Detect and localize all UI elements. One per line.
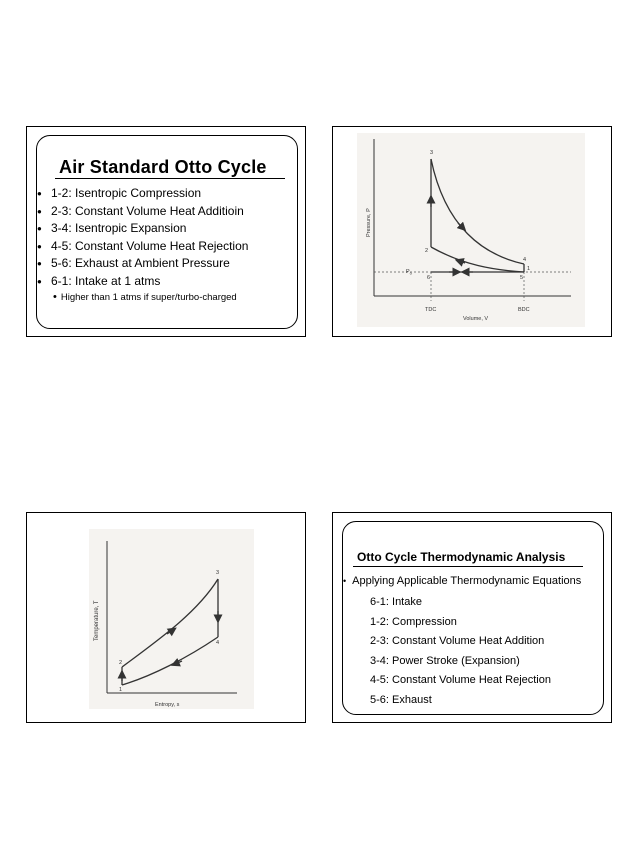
title-underline xyxy=(353,566,583,567)
slide-title: Otto Cycle Thermodynamic Analysis xyxy=(357,550,566,564)
bullet-item: ● 6-1: Intake at 1 atms xyxy=(37,273,248,291)
process-bullet-list xyxy=(37,185,248,291)
bullet-item: ● 5-6: Exhaust at Ambient Pressure xyxy=(37,255,248,273)
slide-ts-diagram xyxy=(26,512,306,723)
x-axis-label: Entropy, s xyxy=(155,702,180,708)
point-label-2: 2 xyxy=(425,248,429,254)
point-label-3: 3 xyxy=(216,570,220,576)
list-item: 3-4: Power Stroke (Expansion) xyxy=(370,654,520,667)
scan-background xyxy=(357,133,585,327)
sub-bullet: • Higher than 1 atms if super/turbo-charged xyxy=(53,291,237,303)
list-item: 1-2: Compression xyxy=(370,615,457,628)
bullet-item: ● 2-3: Constant Volume Heat Additioin xyxy=(37,203,248,221)
scan-background xyxy=(89,529,254,709)
ts-diagram xyxy=(27,513,305,722)
p0-label: $P_o$ xyxy=(406,269,412,276)
slide-otto-cycle-overview xyxy=(26,126,306,337)
pv-diagram xyxy=(333,127,611,336)
list-item: 5-6: Exhaust xyxy=(370,693,432,706)
point-label-1: 1 xyxy=(119,687,123,693)
bullet-item: ● 3-4: Isentropic Expansion xyxy=(37,220,248,238)
list-item: 4-5: Constant Volume Heat Rejection xyxy=(370,674,551,687)
main-bullet: • Applying Applicable Thermodynamic Equations xyxy=(343,575,581,587)
analysis-item-list xyxy=(370,593,551,711)
point-label-4: 4 xyxy=(523,257,527,263)
point-label-2: 2 xyxy=(119,660,123,666)
bdc-label: BDC xyxy=(518,307,530,313)
point-label-4: 4 xyxy=(216,640,220,646)
list-item: 6-1: Intake xyxy=(370,596,422,608)
slide-otto-analysis xyxy=(332,512,612,723)
slide-pv-diagram xyxy=(332,126,612,337)
point-label-6: 6 xyxy=(427,275,431,281)
bullet-item: ● 4-5: Constant Volume Heat Rejection xyxy=(37,238,248,256)
x-axis-label: Volume, V xyxy=(463,316,489,322)
tdc-label: TDC xyxy=(425,307,437,313)
bullet-item: ● 1-2: Isentropic Compression xyxy=(37,185,248,203)
slide-title: Air Standard Otto Cycle xyxy=(59,157,267,177)
point-label-1: 1 xyxy=(527,266,531,272)
point-label-5: 5 xyxy=(520,275,524,281)
list-item: 2-3: Constant Volume Heat Addition xyxy=(370,635,545,648)
y-axis-label: Pressure, P xyxy=(366,208,372,237)
y-axis-label: Temperature, T xyxy=(94,600,100,641)
point-label-3: 3 xyxy=(430,150,434,156)
title-underline xyxy=(55,178,285,179)
